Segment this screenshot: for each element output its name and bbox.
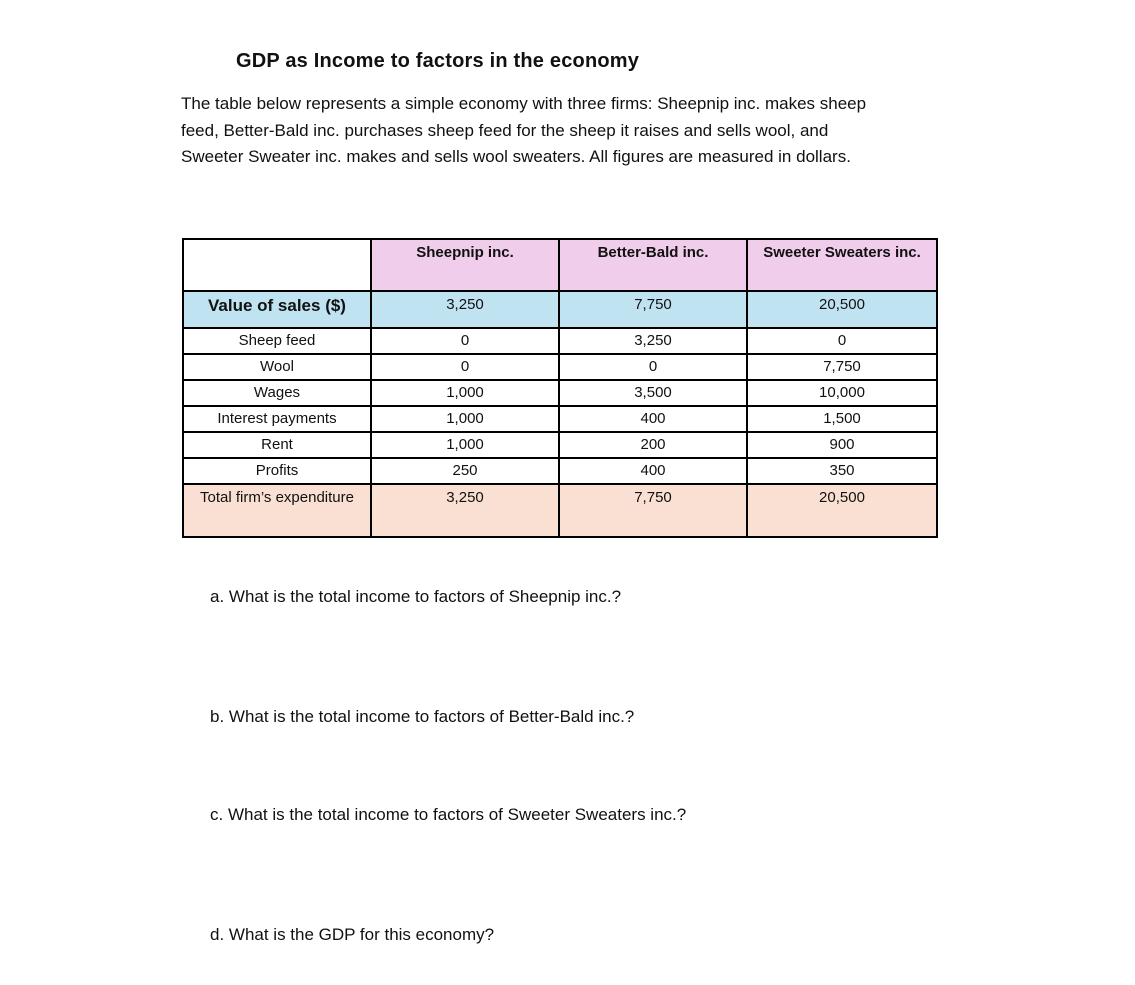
page-title: GDP as Income to factors in the economy	[236, 50, 640, 72]
table-cell: 1,500	[747, 406, 937, 432]
table-cell: 7,750	[559, 291, 747, 328]
table-cell: 3,500	[559, 380, 747, 406]
table-row	[183, 432, 937, 458]
table-cell: 1,000	[371, 406, 559, 432]
table-cell: 400	[559, 458, 747, 484]
total-expenditure-row	[183, 484, 937, 537]
table-row	[183, 380, 937, 406]
table-cell: 7,750	[559, 484, 747, 537]
table-cell: 400	[559, 406, 747, 432]
table-cell: 10,000	[747, 380, 937, 406]
table-cell: 0	[371, 354, 559, 380]
table-cell: 200	[559, 432, 747, 458]
table-cell: 20,500	[747, 484, 937, 537]
table-cell: 3,250	[559, 328, 747, 354]
value-of-sales-row	[183, 291, 937, 328]
row-label: Profits	[183, 458, 371, 484]
table-row	[183, 406, 937, 432]
table-cell: 1,000	[371, 432, 559, 458]
table-row	[183, 458, 937, 484]
table-cell: 1,000	[371, 380, 559, 406]
question-c: c. What is the total income to factors of Sweeter Sweaters inc.?	[210, 805, 687, 824]
table-cell: 3,250	[371, 291, 559, 328]
table-cell: 0	[559, 354, 747, 380]
row-label: Rent	[183, 432, 371, 458]
firm-data-table	[182, 238, 938, 538]
row-label: Wages	[183, 380, 371, 406]
table-cell: 900	[747, 432, 937, 458]
intro-paragraph: The table below represents a simple economy with three firms: Sheepnip inc. makes sheep feed, Better-Bald inc. purchases sheep feed for the sheep it raises and sells wool, and Sweeter Sweater inc. makes and sells wool sweaters. All figures are measured in dollars.	[181, 94, 867, 166]
row-label: Total firm’s expenditure	[183, 484, 371, 537]
row-label: Sheep feed	[183, 328, 371, 354]
table-cell: 7,750	[747, 354, 937, 380]
column-header-sweeter-sweaters: Sweeter Sweaters inc.	[747, 239, 937, 291]
question-d: d. What is the GDP for this economy?	[210, 925, 495, 944]
table-cell: 250	[371, 458, 559, 484]
table-cell: 0	[747, 328, 937, 354]
question-a: a. What is the total income to factors of Sheepnip inc.?	[210, 587, 622, 606]
table-cell: 350	[747, 458, 937, 484]
table-row	[183, 354, 937, 380]
table-row	[183, 328, 937, 354]
row-label: Wool	[183, 354, 371, 380]
table-corner-cell	[183, 239, 371, 291]
column-header-sheepnip: Sheepnip inc.	[371, 239, 559, 291]
table-cell: 20,500	[747, 291, 937, 328]
table-cell: 3,250	[371, 484, 559, 537]
table-header-row	[183, 239, 937, 291]
question-b: b. What is the total income to factors of Better-Bald inc.?	[210, 707, 635, 726]
column-header-better-bald: Better-Bald inc.	[559, 239, 747, 291]
row-label: Interest payments	[183, 406, 371, 432]
table-cell: 0	[371, 328, 559, 354]
row-label: Value of sales ($)	[183, 291, 371, 328]
